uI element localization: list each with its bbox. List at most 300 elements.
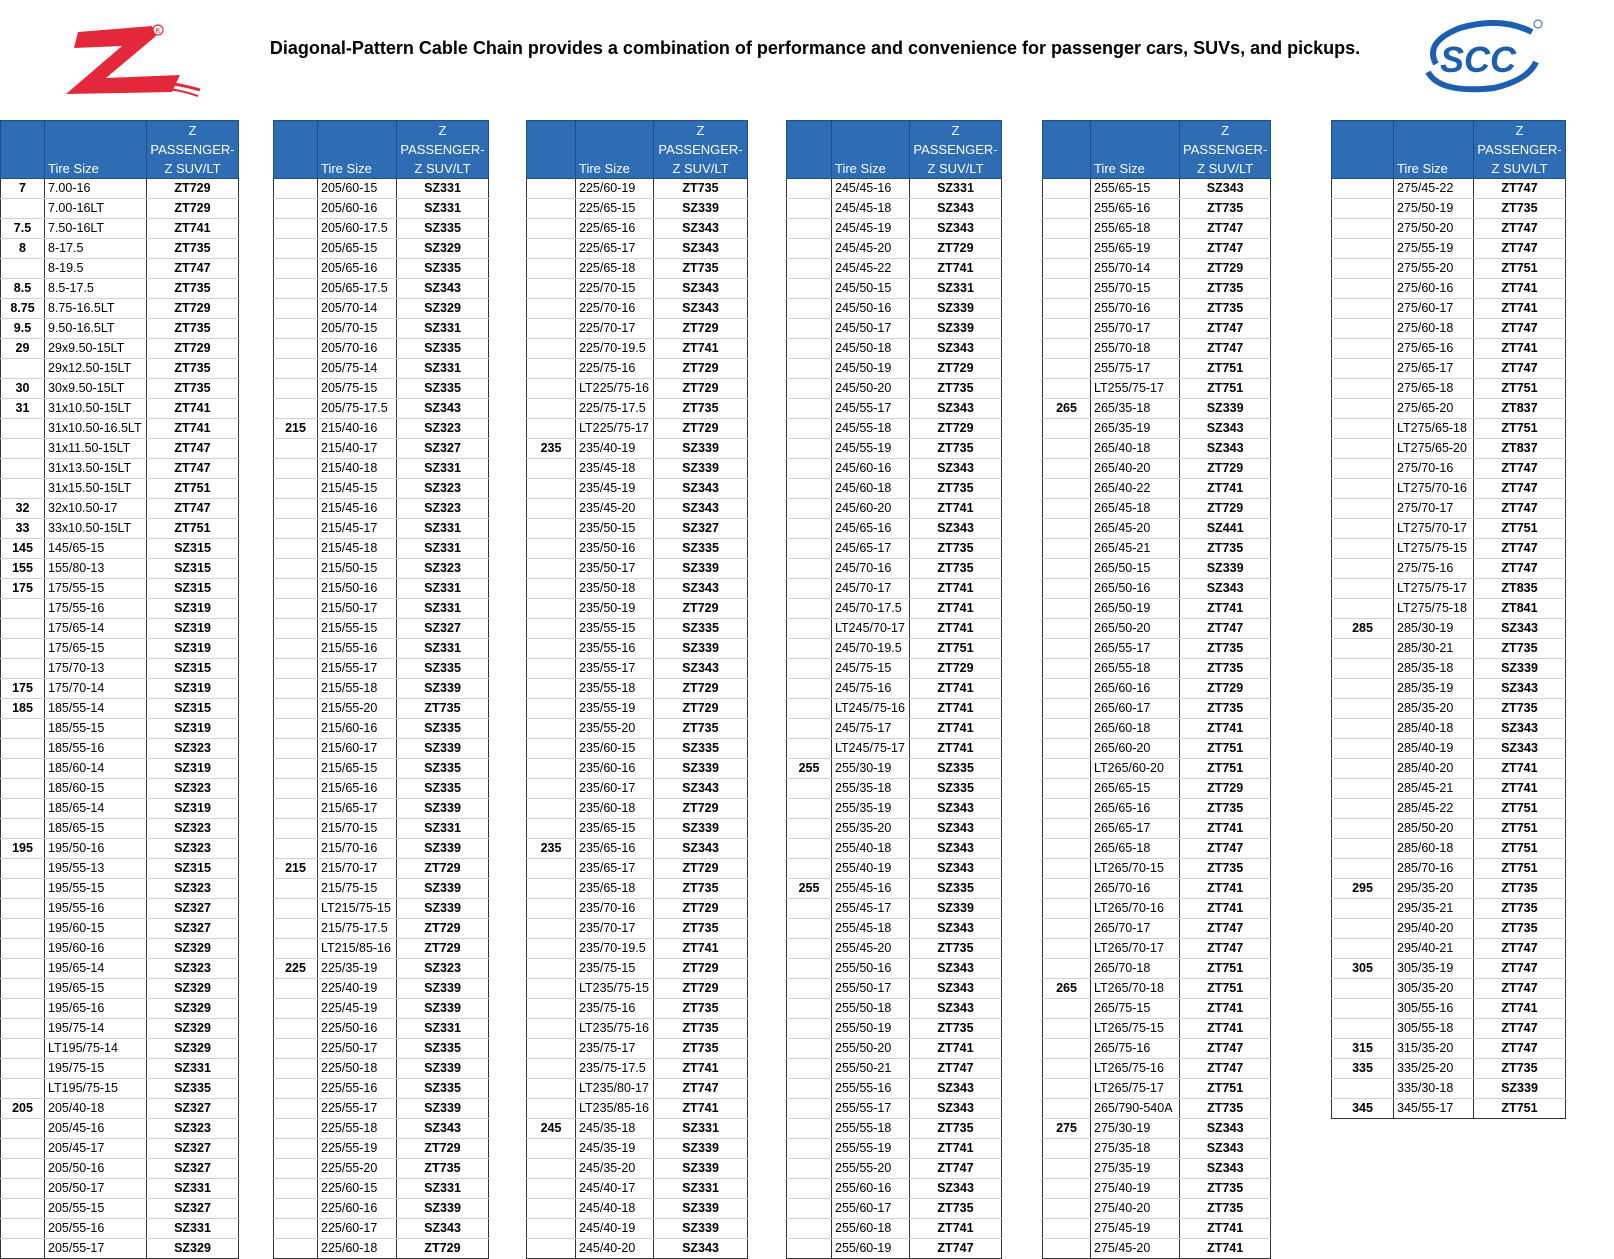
chain-model-cell: SZ327 (397, 619, 489, 639)
width-group-cell (1, 1159, 45, 1179)
chain-model-cell: SZ323 (147, 1119, 239, 1139)
tire-size-cell: 31x11.50-15LT (45, 439, 147, 459)
table-row (1, 239, 239, 259)
width-group-cell (787, 999, 832, 1019)
width-group-cell (274, 1219, 318, 1239)
table-row (274, 539, 489, 559)
width-group-cell (787, 219, 832, 239)
chain-model-cell: ZT741 (910, 739, 1002, 759)
table-row (787, 1159, 1002, 1179)
table-row (527, 699, 748, 719)
tire-size-cell: 185/55-14 (45, 699, 147, 719)
table-row (274, 819, 489, 839)
chain-model-cell: SZ323 (147, 819, 239, 839)
tire-size-cell: 255/70-15 (1091, 279, 1180, 299)
tire-size-cell: 235/45-18 (576, 459, 654, 479)
chain-model-cell: SZ331 (397, 639, 489, 659)
tire-size-cell: 285/45-22 (1394, 799, 1474, 819)
chain-model-cell: ZT741 (1180, 479, 1271, 499)
table-row (1043, 739, 1271, 759)
table-row (787, 439, 1002, 459)
width-group-cell (787, 1099, 832, 1119)
chain-model-cell: SZ335 (397, 719, 489, 739)
chain-model-cell: ZT729 (397, 939, 489, 959)
table-row (527, 339, 748, 359)
width-group-cell (527, 879, 576, 899)
chain-model-cell: SZ343 (654, 1239, 748, 1259)
width-group-cell (1043, 1219, 1091, 1239)
table-row (1332, 179, 1566, 199)
width-group-cell: 175 (1, 579, 45, 599)
tire-size-cell: 175/70-14 (45, 679, 147, 699)
table-row (1332, 199, 1566, 219)
table-row (527, 839, 748, 859)
tire-size-cell: LT245/70-17 (832, 619, 910, 639)
chain-model-cell: ZT747 (1180, 219, 1271, 239)
width-group-cell (1, 479, 45, 499)
table-row (787, 299, 1002, 319)
chain-model-cell: ZT735 (910, 539, 1002, 559)
table-row (1, 679, 239, 699)
tire-size-cell: 255/65-16 (1091, 199, 1180, 219)
chain-model-cell: ZT751 (1474, 379, 1566, 399)
width-group-cell (1043, 239, 1091, 259)
chain-model-cell: SZ339 (397, 1099, 489, 1119)
table-row (1043, 239, 1271, 259)
chain-model-cell: SZ327 (147, 1099, 239, 1119)
tire-size-cell: 175/55-15 (45, 579, 147, 599)
chain-model-cell: ZT741 (1180, 1239, 1271, 1259)
chain-model-cell: SZ335 (397, 1079, 489, 1099)
width-group-cell (1332, 639, 1394, 659)
width-group-cell (274, 1079, 318, 1099)
tire-size-cell: 255/55-16 (832, 1079, 910, 1099)
tire-size-cell: 195/65-16 (45, 999, 147, 1019)
tire-size-cell: 205/45-17 (45, 1139, 147, 1159)
table-row (527, 359, 748, 379)
tire-size-cell: 255/60-19 (832, 1239, 910, 1259)
width-group-cell (1043, 579, 1091, 599)
tire-size-cell: 245/35-19 (576, 1139, 654, 1159)
width-group-cell (274, 259, 318, 279)
tire-size-cell: 225/65-17 (576, 239, 654, 259)
table-row (1043, 899, 1271, 919)
tire-size-cell: 215/55-20 (318, 699, 397, 719)
width-group-cell: 255 (787, 879, 832, 899)
chain-model-cell: ZT741 (910, 699, 1002, 719)
width-group-cell (787, 559, 832, 579)
table-row (274, 1139, 489, 1159)
table-row (274, 599, 489, 619)
width-group-cell (527, 339, 576, 359)
tire-size-cell: 215/55-17 (318, 659, 397, 679)
tire-size-cell: 225/65-16 (576, 219, 654, 239)
tire-size-cell: LT265/60-20 (1091, 759, 1180, 779)
tire-size-cell: LT275/65-20 (1394, 439, 1474, 459)
width-group-cell (1332, 779, 1394, 799)
table-row (1043, 679, 1271, 699)
tire-size-cell: 225/70-17 (576, 319, 654, 339)
chain-model-cell: ZT741 (910, 1039, 1002, 1059)
table-row (274, 699, 489, 719)
width-group-cell (787, 259, 832, 279)
tire-size-cell: 275/35-19 (1091, 1159, 1180, 1179)
tire-size-cell: 235/65-16 (576, 839, 654, 859)
chain-model-cell: SZ335 (397, 759, 489, 779)
tire-size-cell: 255/50-18 (832, 999, 910, 1019)
width-group-cell: 185 (1, 699, 45, 719)
chain-model-cell: SZ339 (654, 1139, 748, 1159)
tire-size-cell: 245/40-17 (576, 1179, 654, 1199)
width-group-cell: 215 (274, 859, 318, 879)
chain-model-cell: SZ331 (397, 1019, 489, 1039)
table-row (1332, 559, 1566, 579)
width-group-cell: 32 (1, 499, 45, 519)
width-group-cell (1, 1059, 45, 1079)
tire-size-table (0, 120, 239, 1259)
chain-model-cell: SZ329 (147, 1239, 239, 1259)
table-row (1043, 499, 1271, 519)
width-group-cell (787, 939, 832, 959)
chain-model-cell: SZ323 (147, 779, 239, 799)
table-row (274, 1059, 489, 1079)
chain-model-cell: ZT747 (1474, 479, 1566, 499)
chain-model-cell: ZT729 (910, 239, 1002, 259)
width-group-cell (1, 1119, 45, 1139)
width-group-cell (1, 359, 45, 379)
chain-model-cell: SZ339 (397, 739, 489, 759)
chain-model-cell: SZ343 (910, 199, 1002, 219)
chain-model-cell: ZT751 (1474, 1099, 1566, 1119)
width-group-cell (527, 859, 576, 879)
chain-model-cell: SZ339 (1180, 559, 1271, 579)
width-group-cell (1, 979, 45, 999)
chain-model-cell: ZT735 (1180, 859, 1271, 879)
table-row (1, 879, 239, 899)
tire-size-cell: 275/40-20 (1091, 1199, 1180, 1219)
table-row (274, 399, 489, 419)
tire-size-cell: 255/50-17 (832, 979, 910, 999)
table-row (527, 819, 748, 839)
tire-size-cell: 265/45-21 (1091, 539, 1180, 559)
width-group-cell (527, 279, 576, 299)
tire-size-cell: 205/40-18 (45, 1099, 147, 1119)
width-group-cell (787, 1079, 832, 1099)
tire-size-cell: 215/45-17 (318, 519, 397, 539)
width-group-cell (1043, 279, 1091, 299)
table-row (1, 259, 239, 279)
table-row (274, 199, 489, 219)
chain-model-cell: ZT751 (910, 639, 1002, 659)
table-row (787, 919, 1002, 939)
table-row (1043, 1079, 1271, 1099)
width-group-cell (274, 699, 318, 719)
width-group-cell (527, 1199, 576, 1219)
tire-size-cell: 205/75-14 (318, 359, 397, 379)
tire-size-cell: 295/40-20 (1394, 919, 1474, 939)
table-row (1332, 899, 1566, 919)
width-group-cell (274, 1239, 318, 1259)
table-row (1332, 1099, 1566, 1119)
table-row (527, 479, 748, 499)
table-row (1043, 779, 1271, 799)
chain-model-cell: SZ331 (397, 579, 489, 599)
chain-model-cell: SZ335 (654, 619, 748, 639)
chain-model-cell: ZT747 (1474, 939, 1566, 959)
tire-size-header: Tire Size (576, 121, 654, 179)
width-group-cell (1043, 779, 1091, 799)
width-group-cell (1043, 939, 1091, 959)
tire-size-cell: 285/35-18 (1394, 659, 1474, 679)
table-row (787, 779, 1002, 799)
width-group-cell (787, 339, 832, 359)
table-row (527, 419, 748, 439)
table-row (527, 519, 748, 539)
table-row (787, 419, 1002, 439)
chain-model-cell: SZ331 (910, 279, 1002, 299)
chain-model-cell: SZ335 (397, 339, 489, 359)
tire-size-cell: 195/60-15 (45, 919, 147, 939)
chain-model-cell: ZT735 (147, 319, 239, 339)
width-group-cell (1332, 719, 1394, 739)
table-row (787, 399, 1002, 419)
tire-size-cell: 245/55-18 (832, 419, 910, 439)
width-group-cell (274, 659, 318, 679)
width-group-cell: 345 (1332, 1099, 1394, 1119)
chain-model-cell: SZ343 (910, 339, 1002, 359)
table-row (527, 719, 748, 739)
table-row (1043, 979, 1271, 999)
tire-size-cell: 275/50-19 (1394, 199, 1474, 219)
width-group-cell (1332, 799, 1394, 819)
tire-size-cell: 265/70-18 (1091, 959, 1180, 979)
width-group-cell (787, 659, 832, 679)
width-group-cell (1, 879, 45, 899)
width-group-cell (1043, 639, 1091, 659)
width-group-cell (274, 379, 318, 399)
width-group-cell (1043, 839, 1091, 859)
tire-size-cell: 285/40-18 (1394, 719, 1474, 739)
table-row (1332, 859, 1566, 879)
table-row (787, 839, 1002, 859)
tire-size-cell: LT225/75-17 (576, 419, 654, 439)
table-row (1043, 799, 1271, 819)
width-group-cell (787, 1059, 832, 1079)
table-row (1043, 219, 1271, 239)
tire-size-cell: 265/45-20 (1091, 519, 1180, 539)
table-row (527, 1139, 748, 1159)
table-row (1, 479, 239, 499)
width-group-cell (1332, 559, 1394, 579)
chain-model-cell: ZT729 (654, 379, 748, 399)
tire-size-header: Tire Size (1091, 121, 1180, 179)
tire-size-cell: 215/50-17 (318, 599, 397, 619)
chain-model-cell: ZT747 (910, 1239, 1002, 1259)
tire-size-cell: 245/50-15 (832, 279, 910, 299)
width-group-cell (1, 659, 45, 679)
table-row (274, 419, 489, 439)
width-group-cell (1043, 339, 1091, 359)
width-group-cell (1043, 219, 1091, 239)
width-group-cell (527, 519, 576, 539)
width-group-cell (527, 819, 576, 839)
table-row (527, 579, 748, 599)
tire-size-cell: 8.5-17.5 (45, 279, 147, 299)
table-row (1, 1019, 239, 1039)
chain-model-cell: ZT741 (1180, 819, 1271, 839)
tire-size-cell: 245/70-17.5 (832, 599, 910, 619)
chain-model-cell: ZT735 (910, 1019, 1002, 1039)
chain-model-cell: SZ339 (654, 439, 748, 459)
width-group-cell (1043, 739, 1091, 759)
tire-size-cell: 225/60-18 (318, 1239, 397, 1259)
width-group-cell (1043, 1139, 1091, 1159)
chain-header: Z PASSENGER- Z SUV/LT (397, 121, 489, 179)
chain-model-cell: ZT735 (1180, 799, 1271, 819)
tire-size-cell: 265/70-17 (1091, 919, 1180, 939)
table-row (1043, 439, 1271, 459)
chain-model-cell: SZ339 (910, 299, 1002, 319)
table-row (787, 959, 1002, 979)
table-row (1332, 1059, 1566, 1079)
width-group-cell (1332, 219, 1394, 239)
tire-size-cell: 255/65-15 (1091, 179, 1180, 199)
tire-size-cell: 175/55-16 (45, 599, 147, 619)
table-row (527, 299, 748, 319)
chain-model-cell: ZT735 (654, 179, 748, 199)
width-group-cell (1043, 379, 1091, 399)
chain-model-cell: ZT741 (1474, 759, 1566, 779)
table-row (274, 919, 489, 939)
table-row (1043, 1219, 1271, 1239)
chain-model-cell: SZ331 (397, 359, 489, 379)
table-row (527, 799, 748, 819)
chain-model-cell: SZ343 (654, 479, 748, 499)
tire-size-cell: 245/55-19 (832, 439, 910, 459)
table-row (527, 939, 748, 959)
table-row (274, 579, 489, 599)
table-row (1332, 879, 1566, 899)
tire-size-cell: 215/65-17 (318, 799, 397, 819)
tire-size-cell: 205/55-15 (45, 1199, 147, 1219)
tire-size-cell: 265/40-18 (1091, 439, 1180, 459)
width-group-cell (1332, 499, 1394, 519)
chain-model-cell: ZT741 (654, 1059, 748, 1079)
width-group-cell (1332, 819, 1394, 839)
tire-size-cell: 245/70-17 (832, 579, 910, 599)
table-row (274, 299, 489, 319)
chain-model-cell: ZT729 (1180, 679, 1271, 699)
tire-size-cell: 335/30-18 (1394, 1079, 1474, 1099)
table-row (1, 939, 239, 959)
tire-size-cell: 215/55-18 (318, 679, 397, 699)
width-group-cell (1332, 199, 1394, 219)
tire-size-cell: 265/50-20 (1091, 619, 1180, 639)
width-group-cell (1332, 679, 1394, 699)
chain-model-cell: SZ343 (1180, 179, 1271, 199)
width-group-cell (274, 979, 318, 999)
width-group-cell (1, 599, 45, 619)
width-group-cell (527, 579, 576, 599)
table-row (1, 279, 239, 299)
tire-size-cell: 205/65-15 (318, 239, 397, 259)
table-row (1332, 319, 1566, 339)
width-group-cell (1, 1219, 45, 1239)
chain-model-cell: ZT729 (654, 679, 748, 699)
chain-model-cell: ZT747 (1474, 219, 1566, 239)
width-group-cell (787, 299, 832, 319)
width-group-cell (274, 1099, 318, 1119)
width-group-cell (274, 599, 318, 619)
chain-model-cell: ZT735 (654, 919, 748, 939)
table-row (1332, 499, 1566, 519)
chain-model-cell: ZT735 (910, 939, 1002, 959)
chain-model-cell: ZT729 (654, 699, 748, 719)
table-row (274, 319, 489, 339)
table-row (527, 1119, 748, 1139)
tire-size-cell: 275/65-17 (1394, 359, 1474, 379)
tire-size-cell: 225/35-19 (318, 959, 397, 979)
chain-model-cell: SZ315 (147, 859, 239, 879)
chain-model-cell: SZ331 (654, 1119, 748, 1139)
table-row (1043, 419, 1271, 439)
chain-model-cell: SZ331 (147, 1219, 239, 1239)
tire-size-cell: 265/60-17 (1091, 699, 1180, 719)
tire-size-cell: 275/60-16 (1394, 279, 1474, 299)
width-group-cell (1332, 459, 1394, 479)
width-group-cell (1, 919, 45, 939)
tire-size-cell: 245/70-19.5 (832, 639, 910, 659)
tire-size-cell: 215/65-15 (318, 759, 397, 779)
chain-model-cell: SZ343 (1180, 419, 1271, 439)
width-group-cell (1332, 1079, 1394, 1099)
chain-model-cell: ZT841 (1474, 599, 1566, 619)
table-row (527, 279, 748, 299)
table-row (787, 1059, 1002, 1079)
chain-model-cell: ZT747 (1474, 539, 1566, 559)
tire-size-cell: 265/45-18 (1091, 499, 1180, 519)
chain-model-cell: ZT735 (1474, 919, 1566, 939)
width-group-cell (1, 719, 45, 739)
table-row (1043, 1179, 1271, 1199)
width-group-cell (527, 479, 576, 499)
tire-size-cell: 8.75-16.5LT (45, 299, 147, 319)
tire-size-cell: 255/35-18 (832, 779, 910, 799)
chain-model-cell: SZ343 (1180, 439, 1271, 459)
chain-model-cell: SZ335 (147, 1079, 239, 1099)
width-group-cell (1, 859, 45, 879)
tire-size-cell: 215/55-16 (318, 639, 397, 659)
table-row (1, 799, 239, 819)
width-group-cell (1043, 179, 1091, 199)
width-group-cell (1332, 599, 1394, 619)
chain-model-cell: SZ323 (147, 839, 239, 859)
table-row (527, 559, 748, 579)
width-group-cell (787, 919, 832, 939)
width-group-cell (1332, 999, 1394, 1019)
table-row (1043, 559, 1271, 579)
tire-size-cell: 225/65-15 (576, 199, 654, 219)
chain-model-cell: ZT741 (1474, 299, 1566, 319)
table-row (1043, 1099, 1271, 1119)
tire-size-cell: 245/50-20 (832, 379, 910, 399)
tire-size-cell: 255/50-21 (832, 1059, 910, 1079)
table-row (527, 759, 748, 779)
tire-size-cell: LT275/75-15 (1394, 539, 1474, 559)
width-group-cell (1, 939, 45, 959)
table-row (1332, 999, 1566, 1019)
width-group-cell (1332, 939, 1394, 959)
